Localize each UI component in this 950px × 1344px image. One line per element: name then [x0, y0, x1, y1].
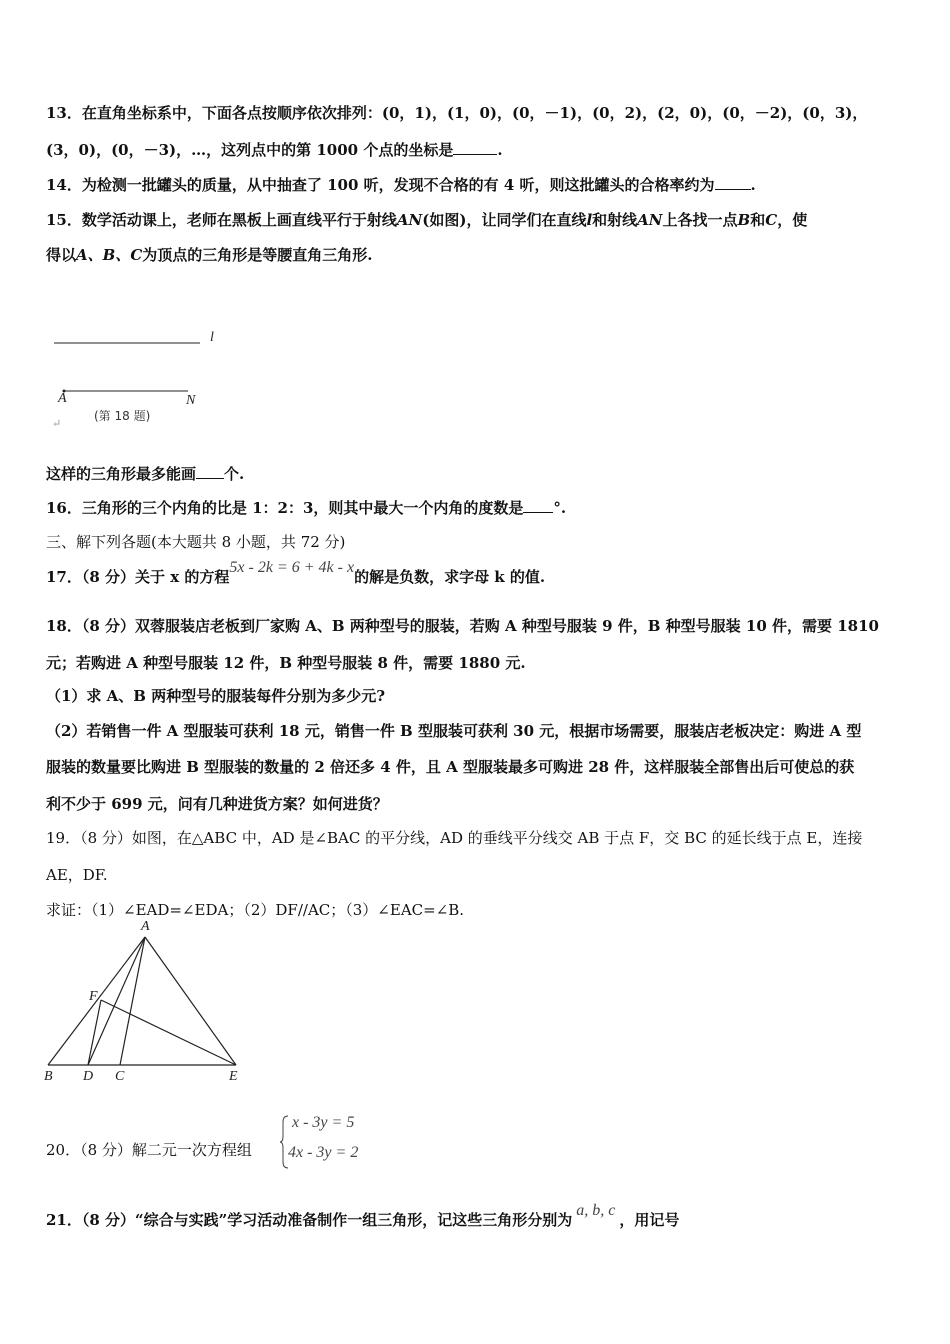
q21-suffix: ，用记号 — [619, 1211, 680, 1229]
q17-suffix: 的解是负数，求字母 k 的值. — [354, 568, 546, 586]
segment-fe — [101, 1000, 236, 1065]
equation-1: x - 3y = 5 — [292, 1114, 355, 1131]
q14-line — [46, 175, 756, 195]
q18-part2-line1: （2）若销售一件 A 型服装可获利 18 元，销售一件 B 型服装可获利 30 元，根据市场需要，服装店老板决定：购进 A 型 — [46, 722, 862, 740]
q17-prefix: 17．（8 分）关于 x 的方程 — [46, 568, 230, 586]
label-n: N — [186, 393, 196, 408]
answer-blank — [523, 498, 553, 513]
q13-line2 — [46, 140, 503, 160]
q18-part1: （1）求 A、B 两种型号的服装每件分别为多少元? — [46, 687, 385, 705]
q15-text-k: ，使 — [777, 211, 808, 229]
q20-system — [280, 1114, 400, 1170]
label-c: C — [115, 1069, 125, 1084]
q15-ray-an-2: AN — [637, 211, 663, 229]
q18-part2-line3: 利不少于 699 元，问有几种进货方案？如何进货？ — [46, 795, 388, 813]
q15-figure-svg — [50, 325, 250, 445]
q16-end: °. — [553, 499, 567, 517]
q15-point-c: C — [765, 211, 778, 229]
segment-ae — [145, 937, 236, 1065]
q21-vars: a, b, c — [576, 1202, 616, 1219]
label-l: l — [210, 330, 214, 345]
segment-ac — [120, 937, 145, 1065]
q18-line2: 元；若购进 A 种型号服装 12 件，B 种型号服装 8 件，需要 1880 元. — [46, 654, 526, 672]
q16-text: 16．三角形的三个内角的比是 1：2：3，则其中最大一个内角的度数是 — [46, 499, 524, 517]
label-a: A — [141, 919, 150, 934]
q19-line3: 求证：（1）∠EAD=∠EDA；（2）DF//AC；（3）∠EAC=∠B. — [46, 901, 465, 919]
q14-end: . — [750, 176, 756, 194]
section-heading: 三、解下列各题(本大题共 8 小题，共 72 分) — [46, 533, 346, 551]
q15-point-b: B — [737, 211, 751, 229]
answer-blank — [196, 464, 224, 479]
q15-text-3-end: 个. — [224, 465, 245, 483]
q15-text-g: 上各找一点 — [662, 211, 738, 229]
q19-line1: 19．（8 分）如图，在△ABC 中，AD 是∠BAC 的平分线，AD 的垂线平分线交 AB 于点 F，交 BC 的延长线于点 E，连接 — [46, 829, 863, 847]
q15-text-e: 和射线 — [592, 211, 638, 229]
q13-line2-end: . — [497, 141, 503, 159]
q18-line1: 18．（8 分）双蓉服装店老板到厂家购 A、B 两种型号的服装，若购 A 种型号服装 9 件，B 种型号服装 10 件，需要 1810 — [46, 617, 879, 635]
figure-caption: (第 18 题) — [94, 409, 151, 423]
q19-figure-svg — [40, 925, 250, 1090]
q15-line3 — [46, 464, 244, 484]
equation-2: 4x - 3y = 2 — [288, 1144, 359, 1161]
q19-line2: AE，DF. — [46, 866, 108, 884]
q19-figure — [40, 919, 250, 1090]
label-a: A — [58, 391, 67, 406]
return-mark: ↵ — [52, 417, 62, 430]
q16-line — [46, 498, 566, 518]
label-f: F — [89, 989, 98, 1004]
q13-line2-text: (3，0)，(0，－3)，…，这列点中的第 1000 个点的坐标是 — [46, 141, 454, 159]
label-d: D — [83, 1069, 94, 1084]
q21-line — [46, 1202, 680, 1231]
q17-equation: 5x - 2k = 6 + 4k - x — [229, 559, 355, 576]
q15-text-2c: 为顶点的三角形是等腰直角三角形. — [142, 246, 373, 264]
q13-line1: 13．在直角坐标系中，下面各点按顺序依次排列：(0，1)，(1，0)，(0，－1)，(0，2)，(2，0)，(0，－2)，(0，3)， — [46, 104, 868, 122]
q15-text-3: 这样的三角形最多能画 — [46, 465, 197, 483]
q17-line — [46, 559, 546, 588]
answer-blank — [453, 140, 497, 155]
q15-text-a: 15．数学活动课上，老师在黑板上画直线平行于射线 — [46, 211, 397, 229]
q15-text-c: (如图)，让同学们在直线 — [422, 211, 587, 229]
label-b: B — [44, 1069, 53, 1084]
q14-text: 14．为检测一批罐头的质量，从中抽查了 100 听，发现不合格的有 4 听，则这批罐头的合格率约为 — [46, 176, 715, 194]
q18-part2-line2: 服装的数量要比购进 B 型服装的数量的 2 倍还多 4 件，且 A 型服装最多可购进 28 件，这样服装全部售出后可使总的获 — [46, 758, 855, 776]
answer-blank — [715, 175, 751, 190]
label-e: E — [229, 1069, 238, 1084]
q15-line-l: l — [586, 211, 593, 229]
q15-line1 — [46, 210, 807, 230]
q15-text-2a: 得以 — [46, 246, 77, 264]
q15-points-abc: A、B、C — [76, 246, 143, 264]
q15-text-i: 和 — [750, 211, 766, 229]
q21-prefix: 21．（8 分）“综合与实践”学习活动准备制作一组三角形，记这些三角形分别为 — [46, 1211, 573, 1229]
q15-ray-an: AN — [396, 211, 423, 229]
q15-line2 — [46, 245, 373, 265]
q20-line: 20．（8 分）解二元一次方程组 — [46, 1141, 252, 1159]
q15-figure — [50, 325, 250, 445]
